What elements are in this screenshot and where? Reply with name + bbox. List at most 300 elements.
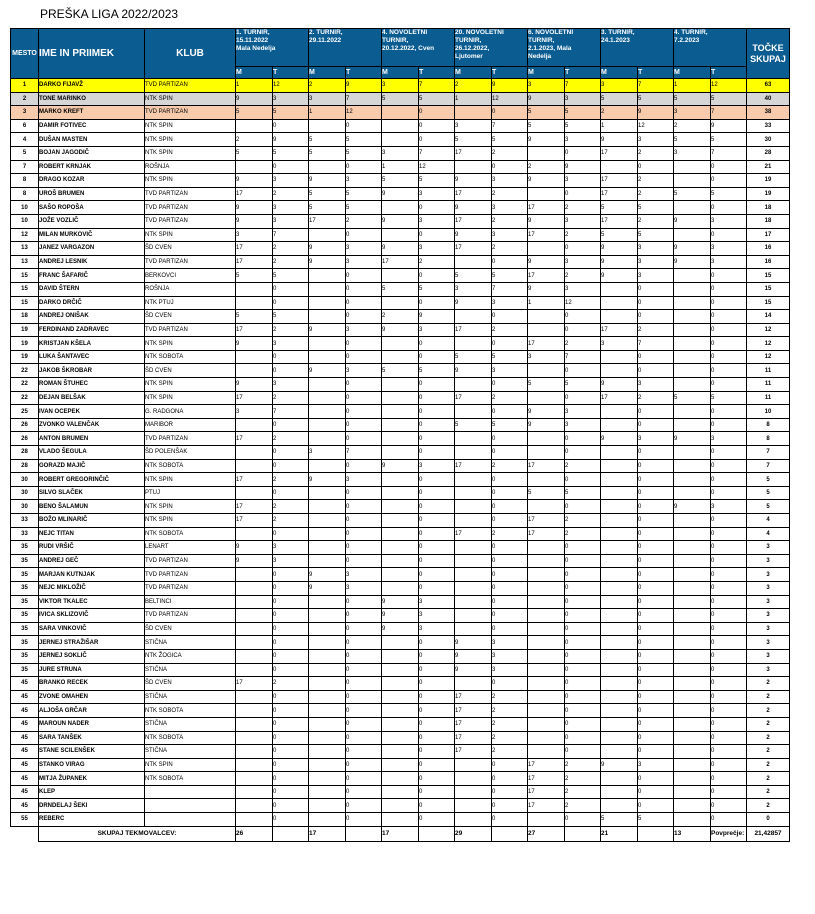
placement-cell [455,514,492,528]
placement-cell [601,745,638,759]
placement-cell [236,785,273,799]
header-m: M [601,67,638,79]
points-cell: 5 [711,133,747,147]
table-row [11,785,790,799]
points-cell: 7 [711,106,747,120]
points-cell: 0 [711,310,747,324]
total-points-cell: 28 [747,146,790,160]
placement-cell [382,473,419,487]
points-cell: 5 [273,269,309,283]
rank-cell: 55 [11,813,39,827]
player-name-cell: DRNDELAJ ŠEKI [39,799,145,813]
total-points-cell: 11 [747,378,790,392]
total-points-cell: 12 [747,350,790,364]
total-points-cell: 10 [747,405,790,419]
table-row [11,677,790,691]
total-points-cell: 33 [747,119,790,133]
placement-cell [528,595,565,609]
table-row [11,106,790,120]
placement-cell [382,350,419,364]
points-cell: 5 [273,146,309,160]
placement-cell: 17 [455,745,492,759]
placement-cell [455,677,492,691]
total-points-cell: 19 [747,187,790,201]
points-cell: 0 [346,677,382,691]
placement-cell: 5 [309,146,346,160]
rank-cell: 45 [11,785,39,799]
footer-count-spacer [565,826,601,841]
points-cell: 7 [492,119,528,133]
placement-cell: 17 [236,473,273,487]
points-cell: 0 [273,595,309,609]
placement-cell [382,201,419,215]
table-row [11,146,790,160]
points-cell: 0 [419,514,455,528]
points-cell: 0 [638,310,674,324]
placement-cell: 17 [236,514,273,528]
placement-cell [601,296,638,310]
placement-cell [674,690,711,704]
club-cell: G. RADGONA [145,405,236,419]
placement-cell [455,255,492,269]
points-cell: 7 [638,79,674,93]
player-name-cell: MARJAN KUTNJAK [39,568,145,582]
points-cell: 0 [638,446,674,460]
points-cell: 0 [419,649,455,663]
placement-cell [528,310,565,324]
placement-cell [674,568,711,582]
points-cell: 3 [346,323,382,337]
header-tournament-line: 4. NOVOLETNI [382,29,428,36]
points-cell: 0 [346,609,382,623]
placement-cell [601,636,638,650]
player-name-cell: TONE MARINKO [39,92,145,106]
header-t: T [711,67,747,79]
points-cell: 0 [711,731,747,745]
points-cell: 0 [346,772,382,786]
points-cell: 0 [419,446,455,460]
points-cell: 0 [273,772,309,786]
total-points-cell: 3 [747,622,790,636]
placement-cell [601,649,638,663]
points-cell: 0 [565,391,601,405]
placement-cell: 5 [455,350,492,364]
header-tournament-line: 24.1.2023 [601,37,630,44]
placement-cell [674,731,711,745]
placement-cell [455,500,492,514]
placement-cell [309,813,346,827]
placement-cell [528,609,565,623]
placement-cell [236,745,273,759]
placement-cell [601,405,638,419]
points-cell: 0 [711,581,747,595]
placement-cell [674,554,711,568]
placement-cell: 9 [309,323,346,337]
placement-cell [601,690,638,704]
header-mesto: MESTO [11,29,39,79]
placement-cell: 9 [528,92,565,106]
placement-cell: 9 [309,581,346,595]
placement-cell [382,581,419,595]
placement-cell [382,745,419,759]
placement-cell: 17 [455,527,492,541]
placement-cell [309,228,346,242]
points-cell: 5 [638,813,674,827]
placement-cell [309,704,346,718]
total-points-cell: 2 [747,745,790,759]
header-tournament-line: 26.12.2022, [455,45,490,52]
table-row [11,201,790,215]
placement-cell: 1 [601,119,638,133]
placement-cell [674,514,711,528]
placement-cell [528,704,565,718]
club-cell: TVD PARTIZAN [145,432,236,446]
points-cell: 0 [346,269,382,283]
points-cell: 0 [565,690,601,704]
player-name-cell: DAVID ŠTERN [39,282,145,296]
table-row [11,527,790,541]
club-cell: NTK SPIN [145,119,236,133]
table-row [11,337,790,351]
rank-cell: 45 [11,731,39,745]
points-cell: 5 [419,92,455,106]
placement-cell [309,391,346,405]
placement-cell [455,581,492,595]
club-cell: MARIBOR [145,418,236,432]
points-cell: 0 [711,473,747,487]
placement-cell [528,731,565,745]
points-cell: 0 [638,663,674,677]
placement-cell: 9 [528,133,565,147]
placement-cell: 3 [236,405,273,419]
player-name-cell: SARA TANŠEK [39,731,145,745]
points-cell: 3 [638,432,674,446]
placement-cell [455,622,492,636]
points-cell: 0 [419,785,455,799]
rank-cell: 33 [11,527,39,541]
club-cell: ŠD CVEN [145,622,236,636]
points-cell: 3 [492,636,528,650]
player-name-cell: DARKO FIJAVŽ [39,79,145,93]
placement-cell: 9 [528,174,565,188]
total-points-cell: 3 [747,609,790,623]
table-row [11,187,790,201]
placement-cell: 2 [455,79,492,93]
player-name-cell: DAMIR FOTIVEC [39,119,145,133]
club-cell: TVD PARTIZAN [145,554,236,568]
total-points-cell: 63 [747,79,790,93]
points-cell: 0 [565,146,601,160]
rank-cell: 1 [11,79,39,93]
rank-cell: 7 [11,160,39,174]
placement-cell: 9 [528,405,565,419]
player-name-cell: BENO ŠALAMUN [39,500,145,514]
points-cell: 5 [638,201,674,215]
placement-cell [528,446,565,460]
rank-cell: 30 [11,473,39,487]
points-cell: 3 [346,364,382,378]
points-cell: 0 [273,704,309,718]
placement-cell: 9 [455,364,492,378]
points-cell: 2 [273,514,309,528]
placement-cell: 17 [236,323,273,337]
rank-cell: 35 [11,595,39,609]
points-cell: 0 [638,541,674,555]
placement-cell: 9 [601,255,638,269]
placement-cell [236,160,273,174]
points-cell: 2 [492,323,528,337]
points-cell: 0 [346,350,382,364]
points-cell: 0 [346,731,382,745]
player-name-cell: IVICA SKLIZOVIČ [39,609,145,623]
points-cell: 7 [273,228,309,242]
points-cell: 0 [273,160,309,174]
points-cell: 0 [711,799,747,813]
points-cell: 0 [419,228,455,242]
points-cell: 2 [273,432,309,446]
placement-cell [601,581,638,595]
points-cell: 2 [638,174,674,188]
placement-cell: 9 [674,432,711,446]
club-cell [145,813,236,827]
placement-cell [236,350,273,364]
points-cell: 9 [711,119,747,133]
placement-cell [674,527,711,541]
club-cell: TVD PARTIZAN [145,323,236,337]
placement-cell [455,432,492,446]
table-row [11,554,790,568]
points-cell: 2 [565,772,601,786]
points-cell: 0 [492,160,528,174]
placement-cell: 17 [455,146,492,160]
club-cell: ŠD POLENŠAK [145,446,236,460]
placement-cell [601,364,638,378]
placement-cell: 5 [601,813,638,827]
placement-cell [601,622,638,636]
points-cell: 0 [346,636,382,650]
club-cell: NTK SPIN [145,500,236,514]
points-cell: 0 [711,160,747,174]
placement-cell: 17 [528,799,565,813]
points-cell: 2 [492,731,528,745]
points-cell: 0 [492,473,528,487]
points-cell: 0 [565,677,601,691]
club-cell: NTK SPIN [145,473,236,487]
placement-cell: 9 [455,296,492,310]
placement-cell [309,785,346,799]
points-cell: 0 [419,731,455,745]
placement-cell: 3 [601,79,638,93]
points-cell: 0 [419,378,455,392]
total-points-cell: 8 [747,418,790,432]
points-cell: 0 [711,541,747,555]
points-cell: 3 [638,378,674,392]
table-row [11,418,790,432]
rank-cell: 22 [11,364,39,378]
placement-cell [674,228,711,242]
placement-cell: 9 [455,636,492,650]
table-row [11,282,790,296]
points-cell: 0 [711,228,747,242]
placement-cell [455,473,492,487]
placement-cell: 9 [236,337,273,351]
header-tournament [674,29,747,67]
points-cell: 0 [492,255,528,269]
club-cell: TVD PARTIZAN [145,568,236,582]
placement-cell: 3 [528,79,565,93]
table-row [11,214,790,228]
header-tournament [528,29,601,67]
placement-cell [674,486,711,500]
placement-cell [236,758,273,772]
points-cell: 0 [711,649,747,663]
header-tournament-line: 1. TURNIR, [236,29,270,36]
total-points-cell: 7 [747,459,790,473]
points-cell: 3 [346,473,382,487]
points-cell: 5 [346,146,382,160]
table-row [11,663,790,677]
placement-cell: 5 [455,418,492,432]
placement-cell [601,568,638,582]
points-cell: 0 [492,541,528,555]
placement-cell: 9 [382,595,419,609]
placement-cell: 9 [382,323,419,337]
rank-cell: 12 [11,228,39,242]
player-name-cell: GORAZD MAJIČ [39,459,145,473]
placement-cell [309,527,346,541]
header-tournament-line: 2.1.2023, Mala [528,45,572,52]
placement-cell: 9 [455,201,492,215]
points-cell: 0 [419,717,455,731]
points-cell: 0 [419,568,455,582]
points-cell: 2 [346,214,382,228]
placement-cell: 17 [236,187,273,201]
points-cell: 0 [711,405,747,419]
placement-cell [674,609,711,623]
points-cell: 12 [419,160,455,174]
placement-cell: 5 [236,146,273,160]
header-tournament [236,29,309,67]
placement-cell: 9 [236,92,273,106]
points-cell: 0 [638,473,674,487]
player-name-cell: NEJC TITAN [39,527,145,541]
points-cell: 3 [565,92,601,106]
placement-cell [528,473,565,487]
points-cell: 0 [273,119,309,133]
placement-cell: 9 [528,214,565,228]
table-row [11,119,790,133]
points-cell: 0 [346,405,382,419]
points-cell: 3 [419,242,455,256]
points-cell: 5 [419,282,455,296]
placement-cell: 17 [455,214,492,228]
points-cell: 0 [273,785,309,799]
placement-cell: 17 [309,214,346,228]
points-cell: 0 [273,649,309,663]
rank-cell: 45 [11,758,39,772]
points-cell: 2 [638,214,674,228]
placement-cell [601,799,638,813]
points-cell: 3 [492,649,528,663]
points-cell: 0 [565,581,601,595]
points-cell: 0 [419,473,455,487]
points-cell: 5 [346,187,382,201]
rank-cell: 45 [11,772,39,786]
placement-cell: 9 [528,255,565,269]
footer-count-spacer [346,826,382,841]
placement-cell [455,595,492,609]
placement-cell: 9 [455,228,492,242]
points-cell: 0 [273,364,309,378]
footer-count-spacer [419,826,455,841]
points-cell: 5 [638,228,674,242]
points-cell: 0 [346,310,382,324]
club-cell: TVD PARTIZAN [145,255,236,269]
points-cell: 0 [492,581,528,595]
placement-cell [236,772,273,786]
points-cell: 2 [565,514,601,528]
placement-cell: 9 [309,568,346,582]
total-points-cell: 3 [747,581,790,595]
table-row [11,432,790,446]
player-name-cell: STANE SCILENŠEK [39,745,145,759]
placement-cell: 17 [382,255,419,269]
points-cell: 0 [419,677,455,691]
header-tournament-line: Mala Nedelja [236,45,276,52]
points-cell: 0 [492,813,528,827]
points-cell: 0 [565,500,601,514]
placement-cell [674,473,711,487]
points-cell: 9 [492,79,528,93]
points-cell: 0 [565,242,601,256]
table-row [11,690,790,704]
placement-cell: 17 [236,391,273,405]
placement-cell [674,799,711,813]
points-cell: 0 [419,527,455,541]
placement-cell: 9 [601,133,638,147]
placement-cell: 5 [309,187,346,201]
points-cell: 2 [565,459,601,473]
points-cell: 2 [492,214,528,228]
points-cell: 5 [711,92,747,106]
placement-cell [382,758,419,772]
total-points-cell: 11 [747,391,790,405]
points-cell: 0 [346,799,382,813]
points-cell: 0 [565,745,601,759]
points-cell: 3 [711,432,747,446]
total-points-cell: 3 [747,636,790,650]
club-cell: TVD PARTIZAN [145,201,236,215]
table-row [11,92,790,106]
points-cell: 2 [492,527,528,541]
placement-cell: 1 [236,79,273,93]
points-cell: 9 [419,310,455,324]
points-cell: 0 [565,717,601,731]
table-row [11,717,790,731]
points-cell: 0 [346,228,382,242]
points-cell: 2 [638,187,674,201]
points-cell: 7 [346,92,382,106]
points-cell: 3 [711,214,747,228]
player-name-cell: ALJOŠA GRČAR [39,704,145,718]
placement-cell [309,717,346,731]
club-cell: ŠD CVEN [145,677,236,691]
table-row [11,405,790,419]
placement-cell: 5 [674,92,711,106]
header-tournament-line: 4. TURNIR, [674,29,708,36]
total-points-cell: 16 [747,255,790,269]
placement-cell [601,459,638,473]
